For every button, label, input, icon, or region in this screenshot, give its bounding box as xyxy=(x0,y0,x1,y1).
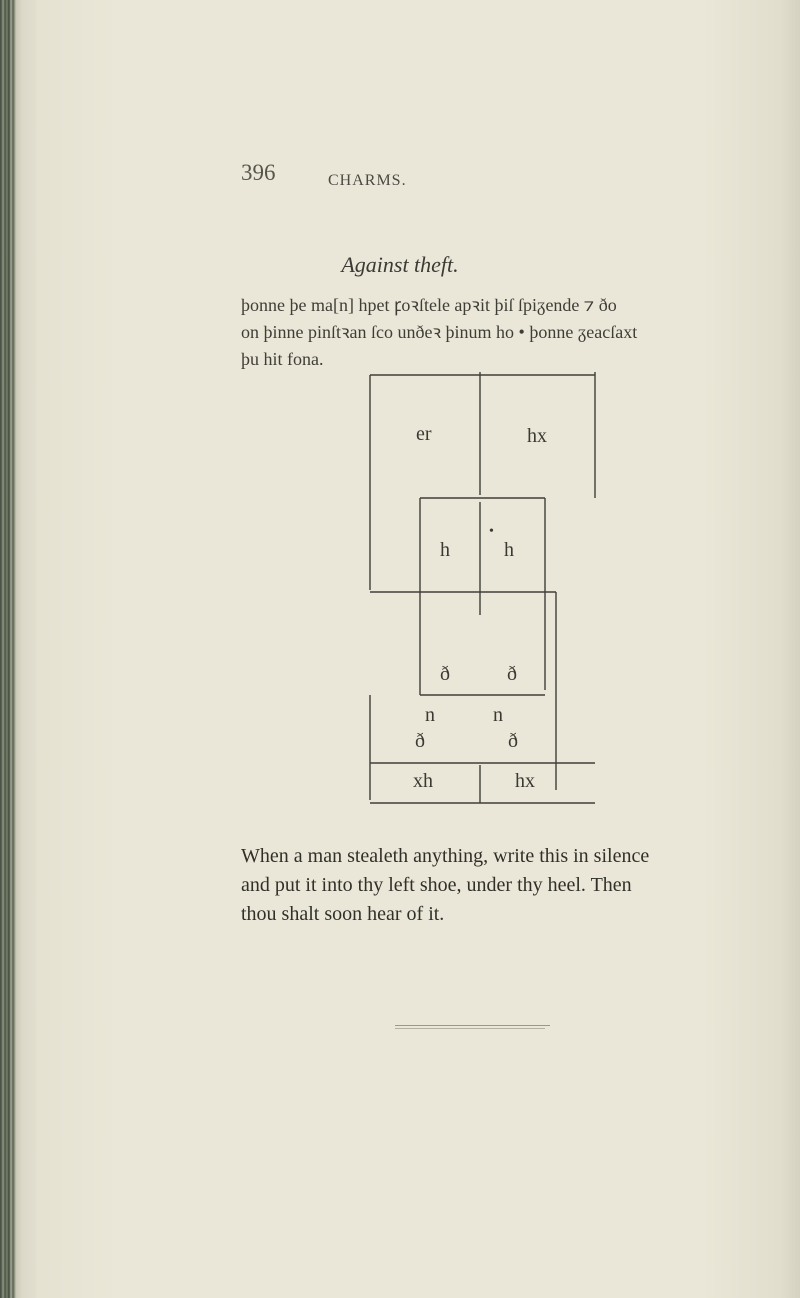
grid-cell-hx-bottom: hx xyxy=(515,770,535,792)
grid-cell-hx-top: hx xyxy=(527,425,547,447)
grid-cell-h-left: h xyxy=(440,539,450,561)
translation-line: thou shalt soon hear of it. xyxy=(241,903,445,925)
grid-cell-er: er xyxy=(416,423,432,445)
grid-cell-d-left: ð xyxy=(440,663,450,685)
grid-cell-n-left: n xyxy=(425,704,435,726)
grid-cell-d-right-low: ð xyxy=(508,730,518,752)
grid-cell-h-right: h xyxy=(504,539,514,561)
grid-cell-dot: • xyxy=(489,524,494,539)
grid-cell-d-left-low: ð xyxy=(415,730,425,752)
translation-line: When a man stealeth anything, write this in silence xyxy=(241,845,650,867)
section-title: Against theft. xyxy=(341,252,459,277)
charm-line: þu hit fona. xyxy=(241,349,324,369)
running-head: CHARMS. xyxy=(328,172,407,189)
grid-cell-n-right: n xyxy=(493,704,503,726)
grid-cell-d-right: ð xyxy=(507,663,517,685)
charm-line: on þinne pinſtꝛan ſco unðeꝛ þinum ho • þonne ᵹeacſaxt xyxy=(241,322,638,342)
footer-rule xyxy=(395,1025,550,1026)
translation-line: and put it into thy left shoe, under thy heel. Then xyxy=(241,874,632,896)
charm-line: þonne þe ma[n] hpet ꝼoꝛſtele apꝛit þiſ ſpiᵹende ⁊ ðo xyxy=(241,295,617,315)
page-number: 396 xyxy=(241,160,276,185)
footer-rule xyxy=(395,1028,545,1029)
grid-cell-xh: xh xyxy=(413,770,433,792)
translation-text xyxy=(241,842,761,929)
